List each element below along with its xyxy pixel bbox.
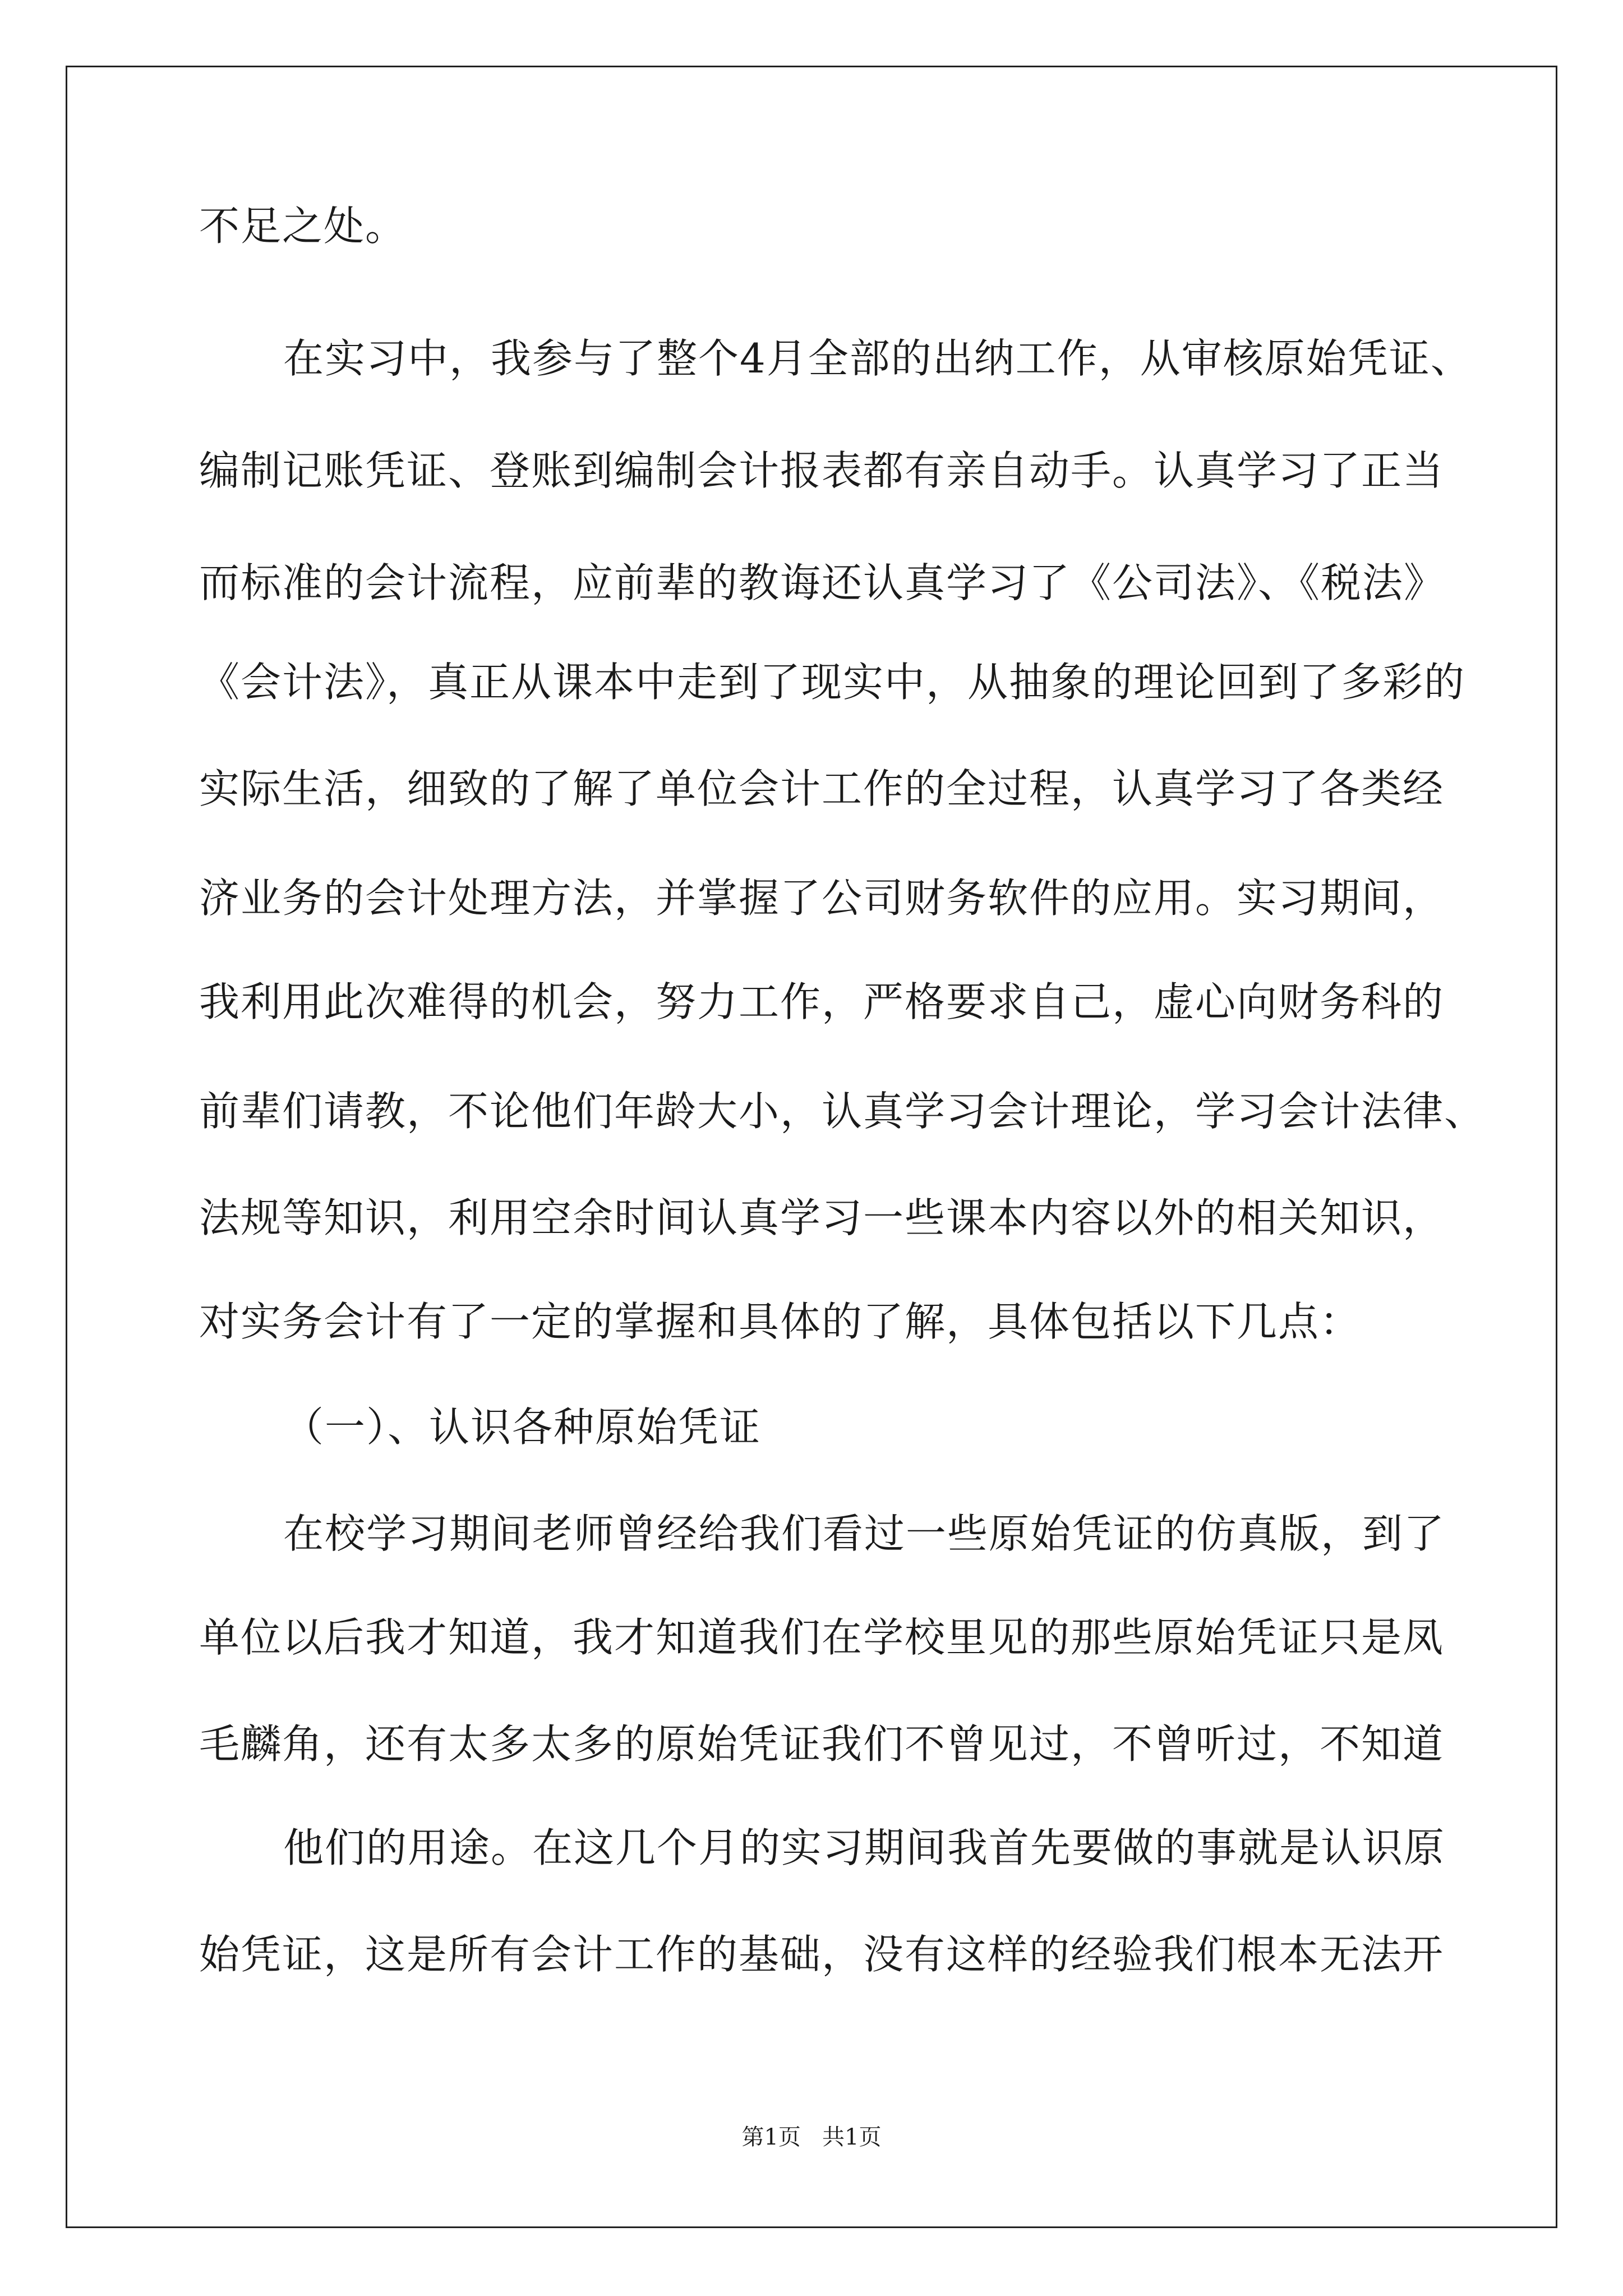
text-line-17: 始凭证，这是所有会计工作的基础，没有这样的经验我们根本无法开 [199, 1931, 1445, 1978]
text-line-4: 而标准的会计流程，应前辈的教诲还认真学习了《公司法》、《税法》 [199, 559, 1446, 606]
section-heading: （一）、认识各种原始凭证 [283, 1404, 762, 1451]
text-line-6: 实际生活，细致的了解了单位会计工作的全过程，认真学习了各类经 [199, 765, 1445, 812]
text-line-1: 不足之处。 [199, 203, 407, 250]
text-line-8: 我利用此次难得的机会，努力工作，严格要求自己，虚心向财务科的 [199, 978, 1445, 1025]
text-line-2: 在实习中，我参与了整个4月全部的出纳工作，从审核原始凭证、 [283, 335, 1472, 382]
page-border [66, 66, 1557, 2228]
text-line-3: 编制记账凭证、登账到编制会计报表都有亲自动手。认真学习了正当 [199, 447, 1445, 494]
text-line-5: 《会计法》，真正从课本中走到了现实中，从抽象的理论回到了多彩的 [199, 659, 1466, 706]
text-line-10: 法规等知识，利用空余时间认真学习一些课本内容以外的相关知识， [199, 1194, 1445, 1241]
page-footer: 第1页 共1页 [741, 2124, 882, 2150]
text-line-13: 在校学习期间老师曾经给我们看过一些原始凭证的仿真版，到了 [283, 1510, 1446, 1557]
text-line-14: 单位以后我才知道，我才知道我们在学校里见的那些原始凭证只是凤 [199, 1614, 1445, 1661]
text-line-11: 对实务会计有了一定的掌握和具体的了解，具体包括以下几点： [199, 1298, 1362, 1345]
text-line-15: 毛麟角，还有太多太多的原始凭证我们不曾见过，不曾听过，不知道 [199, 1720, 1445, 1768]
text-line-9: 前辈们请教，不论他们年龄大小，认真学习会计理论，学习会计法律、 [199, 1088, 1486, 1135]
text-line-7: 济业务的会计处理方法，并掌握了公司财务软件的应用。实习期间， [199, 875, 1445, 922]
text-line-16: 他们的用途。在这几个月的实习期间我首先要做的事就是认识原 [283, 1824, 1446, 1871]
